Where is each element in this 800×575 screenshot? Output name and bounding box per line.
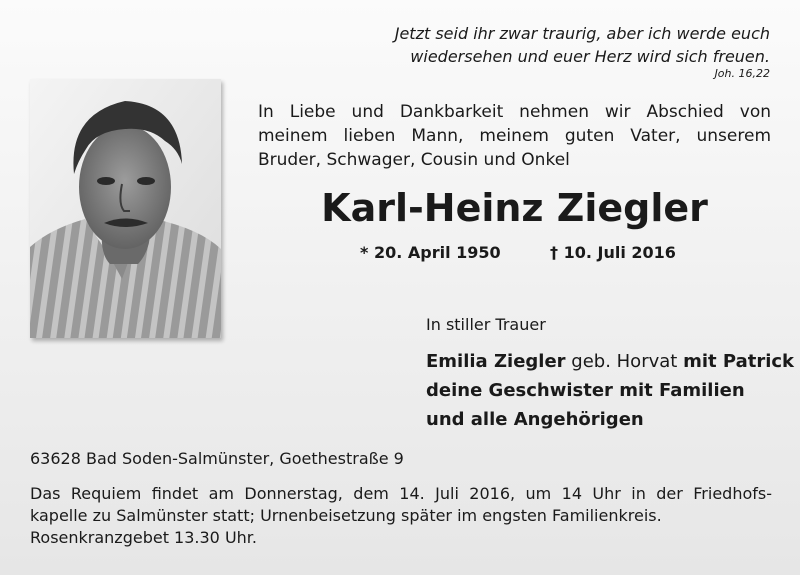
deceased-name: Karl-Heinz Ziegler: [321, 186, 708, 230]
relatives-text: und alle Angehörigen: [426, 409, 644, 430]
farewell-line-1: In Liebe und Dankbarkeit nehmen wir Abschied von: [258, 102, 771, 122]
requiem-line-1: Das Requiem findet am Donnerstag, dem 14. Juli 2016, um 14 Uhr in der Friedhofs-: [30, 484, 772, 503]
farewell-line-2: meinem lieben Mann, meinem guten Vater, unserem: [258, 126, 771, 146]
mourning-label: In stiller Trauer: [426, 315, 546, 334]
death-date: † 10. Juli 2016: [550, 243, 676, 262]
mourners-line-1: [426, 347, 794, 376]
quote-line-2: wiedersehen und euer Herz wird sich freuen.: [410, 47, 770, 66]
portrait-photo: [30, 79, 221, 338]
siblings-text: deine Geschwister mit Familien: [426, 380, 745, 401]
maiden-name-note: geb. Horvat: [571, 351, 678, 372]
quote-line-1: Jetzt seid ihr zwar traurig, aber ich werde euch: [394, 24, 770, 43]
birth-date: * 20. April 1950: [360, 243, 501, 262]
child-note: mit Patrick: [683, 351, 795, 372]
mourners-line-2: [426, 376, 794, 405]
farewell-text: [258, 100, 771, 172]
requiem-line-3: Rosenkranzgebet 13.30 Uhr.: [30, 528, 257, 547]
requiem-line-2: kapelle zu Salmünster statt; Urnenbeisetzung später im engsten Familienkreis.: [30, 506, 662, 525]
mourners-list: [426, 347, 794, 434]
mourners-line-3: [426, 405, 794, 434]
requiem-info: [30, 483, 772, 549]
farewell-line-3: Bruder, Schwager, Cousin und Onkel: [258, 150, 570, 170]
bible-quote: [350, 22, 770, 80]
widow-name: Emilia Ziegler: [426, 351, 566, 372]
quote-reference: Joh. 16,22: [714, 67, 770, 80]
family-address: 63628 Bad Soden-Salmünster, Goethestraße 9: [30, 449, 404, 468]
